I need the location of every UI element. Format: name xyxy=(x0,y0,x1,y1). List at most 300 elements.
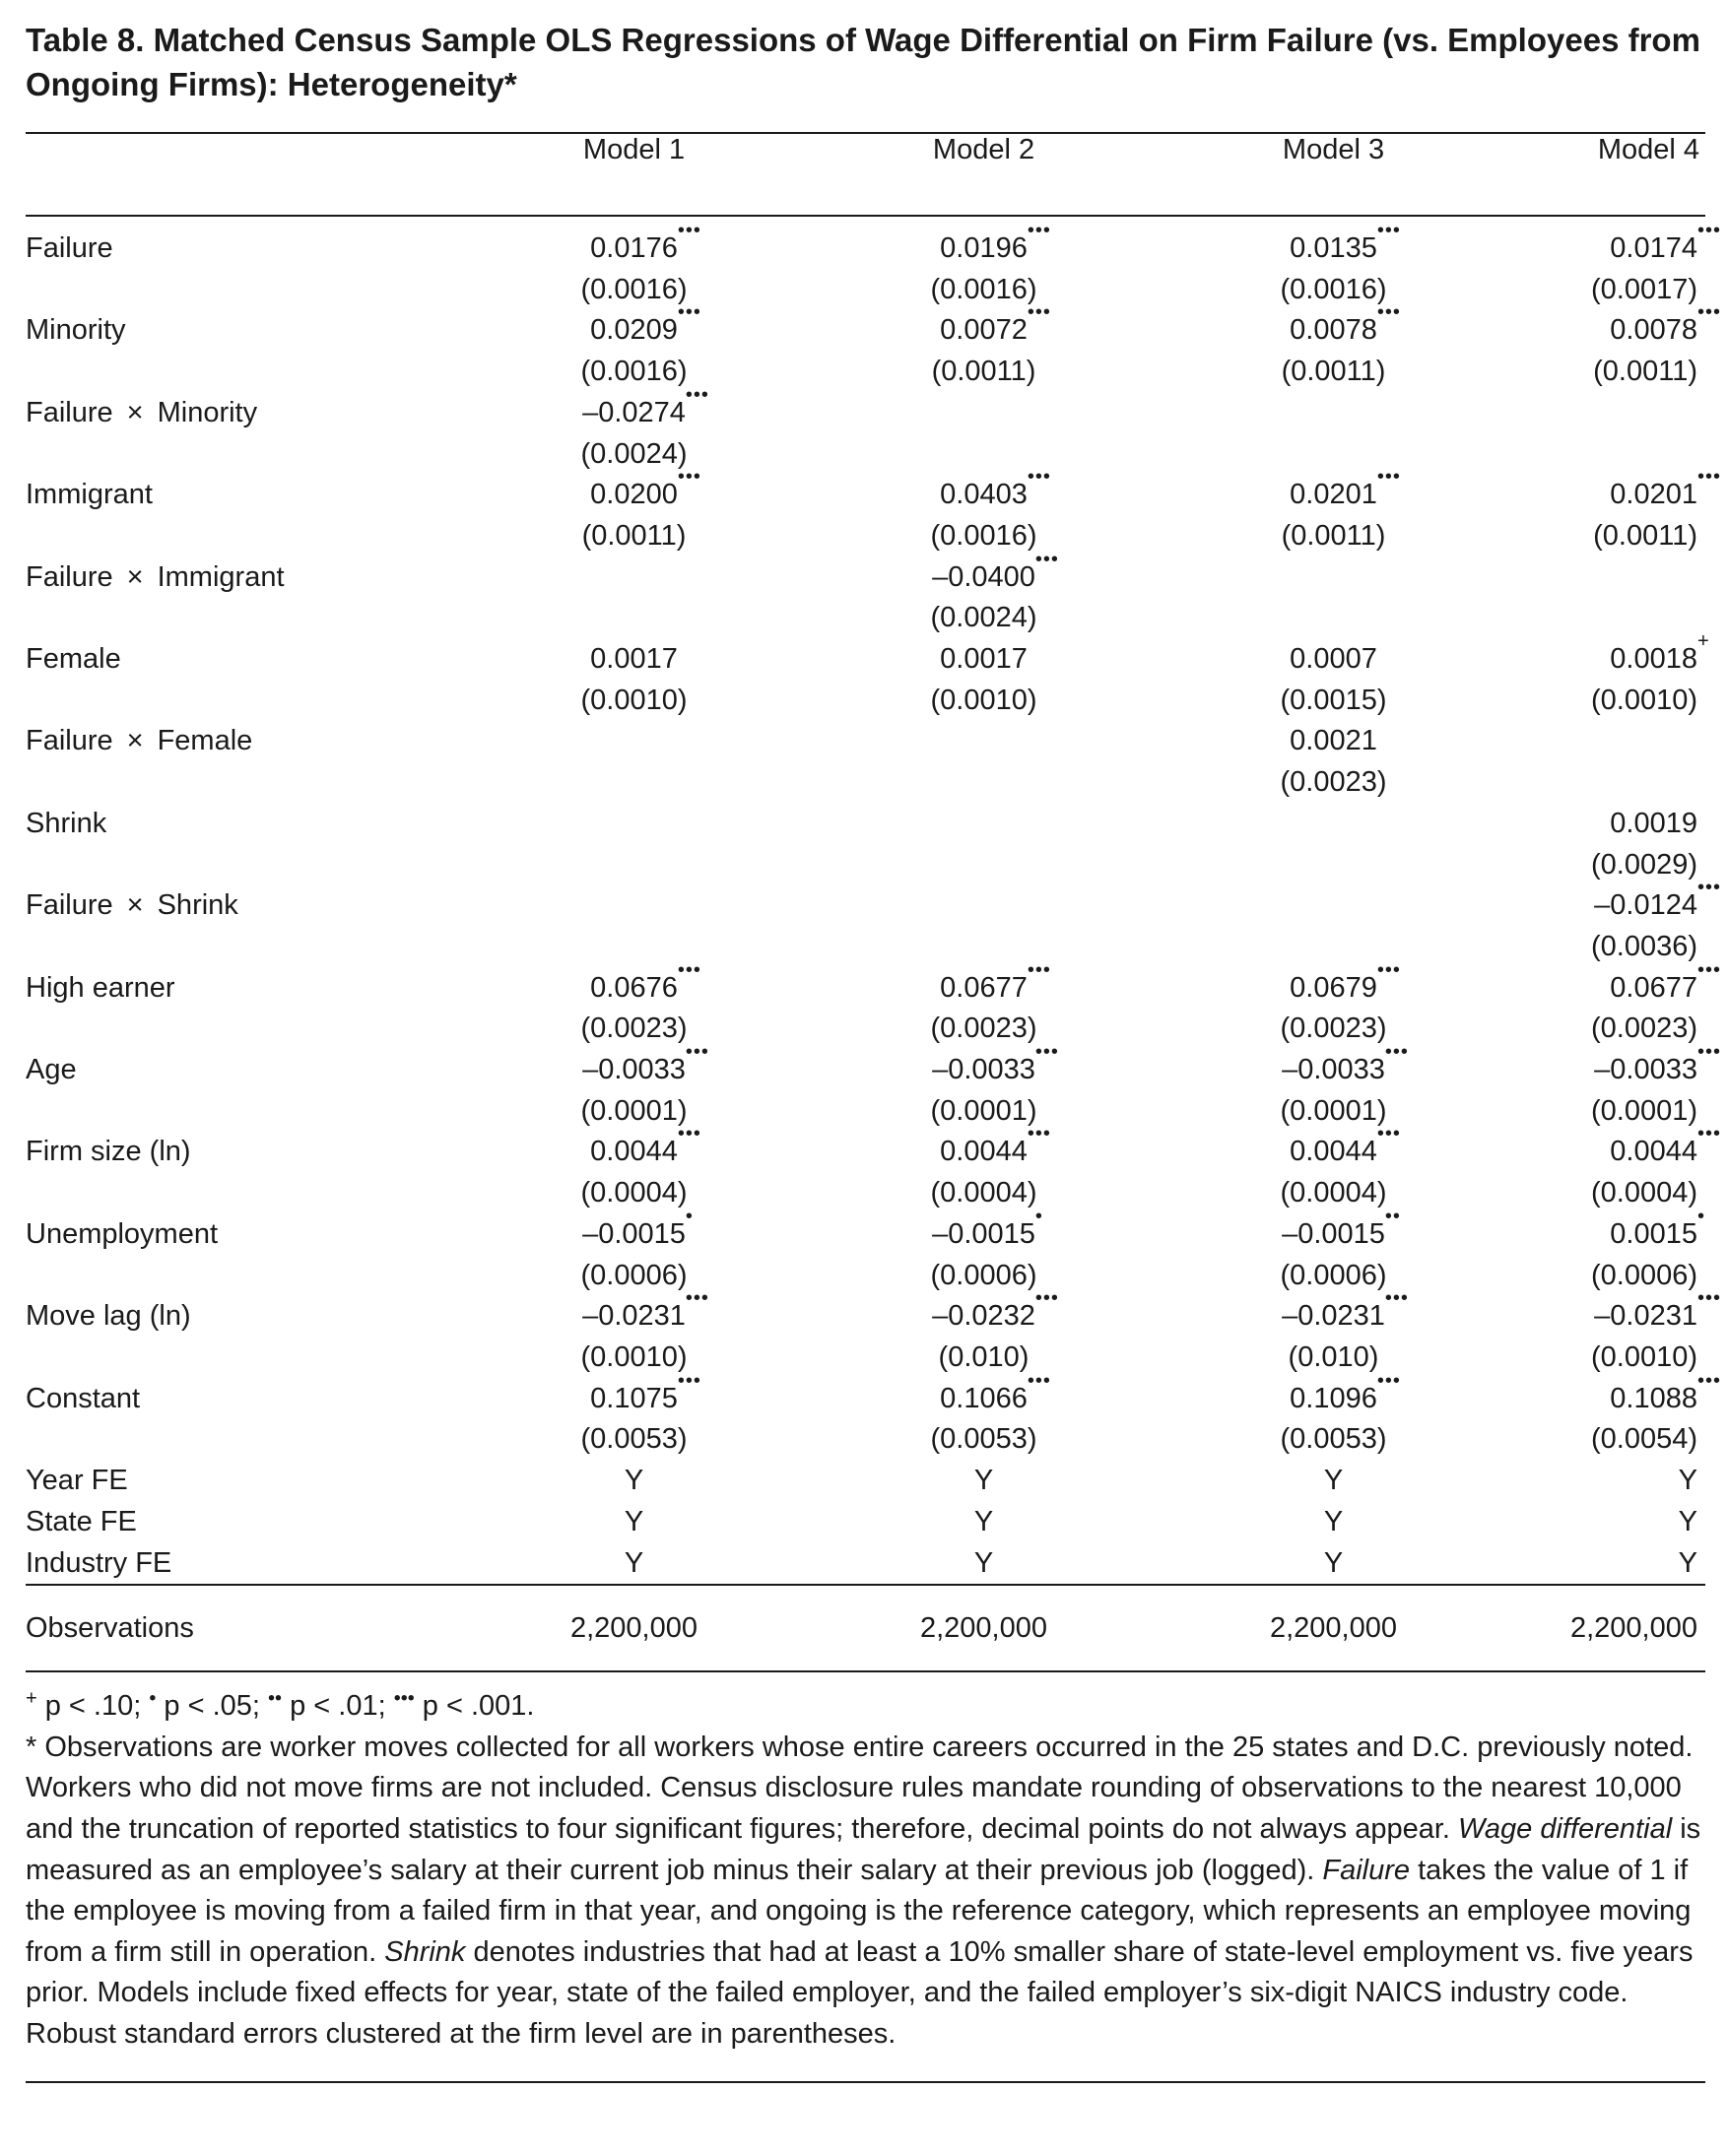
coefficient-cell xyxy=(459,1287,809,1338)
observations-row xyxy=(26,1585,1705,1671)
coefficient-number: 0.0018 xyxy=(1610,643,1697,676)
coefficient-cell xyxy=(809,1369,1159,1420)
interaction-term: Shrink xyxy=(157,889,238,922)
coefficient-value xyxy=(1282,1287,1409,1338)
std-error-cell: (0.0001) xyxy=(930,1094,1037,1127)
std-error-row xyxy=(26,270,1705,311)
variable-label xyxy=(26,721,459,762)
interaction-term: Immigrant xyxy=(157,560,285,593)
coefficient-value xyxy=(1610,1369,1722,1420)
std-error-label-blank xyxy=(26,1091,459,1133)
std-error-cell: (0.0024) xyxy=(580,437,688,470)
std-error-cell xyxy=(1508,598,1705,639)
footnote-variable: Wage differential xyxy=(1458,1812,1673,1845)
coefficient-row xyxy=(26,1050,1705,1091)
interaction-term: Failure xyxy=(26,560,113,593)
std-error-cell: (0.0053) xyxy=(1280,1423,1387,1456)
std-error-cell: (0.0053) xyxy=(580,1423,688,1456)
coefficient-cell xyxy=(459,885,809,927)
regression-table xyxy=(26,134,1722,1672)
coefficient-cell xyxy=(1159,1287,1508,1338)
coefficient-number: 0.1075 xyxy=(590,1382,678,1414)
coefficient-value xyxy=(940,1123,1051,1173)
std-error-cell: (0.0004) xyxy=(1590,1177,1697,1209)
std-error-label-blank xyxy=(26,681,459,722)
fixed-effect-value: Y xyxy=(1323,1505,1344,1537)
coefficient-row xyxy=(26,1296,1705,1338)
significance-marker: ••• xyxy=(1376,301,1401,324)
coefficient-number: –0.0033 xyxy=(1594,1054,1697,1086)
std-error-row xyxy=(26,762,1705,804)
fixed-effect-row xyxy=(26,1502,1705,1543)
observations-value: 2,200,000 xyxy=(1508,1585,1705,1671)
significance-marker: ••• xyxy=(1376,220,1401,241)
coefficient-number: –0.0033 xyxy=(932,1054,1035,1086)
fixed-effect-value: Y xyxy=(624,1546,644,1579)
std-error-cell: (0.0001) xyxy=(1590,1094,1697,1127)
coefficient-number: 0.0676 xyxy=(590,971,678,1004)
std-error-label-blank xyxy=(26,352,459,393)
coefficient-cell xyxy=(1159,1205,1508,1256)
coefficient-number: 0.0135 xyxy=(1290,232,1377,264)
significance-marker: ••• xyxy=(677,1369,701,1392)
std-error-cell xyxy=(1159,927,1508,968)
coefficient-number: 0.0078 xyxy=(1290,314,1377,347)
coefficient-value xyxy=(582,1041,709,1091)
times-symbol: × xyxy=(126,396,144,428)
header-blank xyxy=(26,134,459,216)
coefficient-cell xyxy=(459,557,809,599)
fixed-effect-value: Y xyxy=(624,1465,644,1497)
coefficient-cell xyxy=(459,1041,809,1091)
coefficient-value xyxy=(590,466,701,516)
significance-marker: ••• xyxy=(1027,301,1051,324)
significance-text: p < .10; xyxy=(36,1690,150,1723)
coefficient-number: –0.0033 xyxy=(582,1054,686,1086)
coefficient-cell xyxy=(459,639,809,681)
fixed-effect-value: Y xyxy=(1678,1465,1697,1497)
footnote-text: denotes industries that had at least a 10% smaller share of state-level employment vs. five years prior. Models include fixed effects for year, state of the failed employer, and the failed employer’s six-digit NAICS industry code. Robust standard errors clustered at the firm level are in parentheses. xyxy=(26,1935,1694,2050)
coefficient-cell xyxy=(1159,557,1508,599)
coefficient-value xyxy=(1610,301,1722,352)
std-error-row xyxy=(26,352,1705,393)
coefficient-cell xyxy=(1508,721,1705,762)
variable-label: Immigrant xyxy=(26,479,153,511)
coefficient-value xyxy=(1290,1369,1401,1420)
significance-marker: ••• xyxy=(677,958,701,981)
variable-label: Female xyxy=(26,643,121,676)
interaction-term: Failure xyxy=(26,725,113,757)
times-symbol: × xyxy=(126,889,144,922)
significance-marker: • xyxy=(1697,1205,1706,1227)
coefficient-cell xyxy=(809,958,1159,1010)
std-error-row xyxy=(26,845,1705,886)
fixed-effect-row xyxy=(26,1543,1705,1586)
significance-marker: ••• xyxy=(1384,1287,1409,1310)
coefficient-number: 0.1096 xyxy=(1290,1382,1377,1414)
std-error-cell: (0.0029) xyxy=(1590,848,1697,881)
table-notes xyxy=(26,1686,1705,2055)
coefficient-value xyxy=(1610,804,1697,845)
coefficient-cell xyxy=(809,885,1159,927)
std-error-cell: (0.010) xyxy=(1288,1340,1379,1373)
coefficient-number: 0.0007 xyxy=(1290,643,1377,676)
coefficient-number: 0.0200 xyxy=(590,479,678,511)
interaction-term: Minority xyxy=(157,396,258,428)
variable-label: Constant xyxy=(26,1382,141,1414)
significance-marker: ••• xyxy=(1034,1287,1059,1310)
std-error-cell: (0.0036) xyxy=(1590,930,1697,962)
bottom-rule xyxy=(26,2081,1705,2083)
coefficient-number: –0.0015 xyxy=(1282,1217,1385,1250)
coefficient-cell xyxy=(809,393,1159,434)
coefficient-number: 0.0679 xyxy=(1290,971,1377,1004)
std-error-cell: (0.0016) xyxy=(1280,273,1387,305)
significance-marker: ••• xyxy=(1697,1287,1722,1310)
coefficient-cell xyxy=(1159,216,1508,270)
coefficient-number: 0.0019 xyxy=(1610,807,1697,839)
std-error-cell: (0.0011) xyxy=(1593,356,1697,388)
observations-value: 2,200,000 xyxy=(809,1585,1159,1671)
significance-marker: ••• xyxy=(1027,466,1051,489)
coefficient-value xyxy=(1594,1287,1722,1338)
fixed-effect-label: Year FE xyxy=(26,1465,128,1497)
significance-symbol: ••• xyxy=(393,1687,415,1710)
significance-marker: ••• xyxy=(1027,1123,1051,1145)
coefficient-cell xyxy=(809,1123,1159,1173)
std-error-cell: (0.0004) xyxy=(930,1177,1037,1209)
std-error-row xyxy=(26,1173,1705,1214)
coefficient-value xyxy=(1290,958,1401,1010)
coefficient-number: 0.0044 xyxy=(1290,1136,1377,1168)
std-error-cell: (0.0023) xyxy=(1280,1013,1387,1045)
coefficient-number: 0.0209 xyxy=(590,314,678,347)
coefficient-cell xyxy=(809,1287,1159,1338)
coefficient-value xyxy=(940,220,1051,270)
significance-marker: ••• xyxy=(1697,958,1722,981)
coefficient-row xyxy=(26,1214,1705,1256)
significance-marker: ••• xyxy=(1027,958,1051,981)
std-error-label-blank xyxy=(26,516,459,557)
std-error-cell xyxy=(1508,434,1705,476)
coefficient-row xyxy=(26,804,1705,845)
coefficient-value xyxy=(940,466,1051,516)
significance-marker: ••• xyxy=(677,301,701,324)
coefficient-number: –0.0232 xyxy=(932,1300,1035,1333)
std-error-cell: (0.0011) xyxy=(1593,519,1697,552)
significance-text: p < .001. xyxy=(414,1690,535,1723)
coefficient-value xyxy=(1290,1123,1401,1173)
significance-symbol: •• xyxy=(268,1687,283,1710)
std-error-label-blank xyxy=(26,1173,459,1214)
coefficient-row xyxy=(26,475,1705,516)
coefficient-cell xyxy=(1508,804,1705,845)
variable-label: Move lag (ln) xyxy=(26,1300,191,1333)
significance-marker: + xyxy=(1697,630,1710,653)
coefficient-cell xyxy=(1159,1369,1508,1420)
table-page xyxy=(26,18,1722,2083)
std-error-cell: (0.0011) xyxy=(1281,519,1386,552)
std-error-cell: (0.0004) xyxy=(1280,1177,1387,1209)
coefficient-value xyxy=(1610,220,1722,270)
significance-marker: ••• xyxy=(1027,1369,1051,1392)
std-error-cell: (0.0006) xyxy=(1280,1259,1387,1291)
std-error-cell xyxy=(809,762,1159,804)
coefficient-cell xyxy=(1508,557,1705,599)
std-error-cell: (0.0010) xyxy=(930,684,1037,716)
coefficient-cell xyxy=(809,548,1159,599)
std-error-cell: (0.010) xyxy=(938,1340,1030,1373)
significance-note xyxy=(26,1686,1705,1728)
coefficient-number: –0.0231 xyxy=(582,1300,686,1333)
std-error-cell: (0.0023) xyxy=(580,1013,688,1045)
coefficient-value xyxy=(582,1205,694,1256)
coefficient-number: 0.0176 xyxy=(590,232,678,264)
coefficient-cell xyxy=(1508,877,1722,927)
std-error-cell: (0.0010) xyxy=(1590,1340,1697,1373)
std-error-cell xyxy=(809,434,1159,476)
times-symbol: × xyxy=(126,560,144,593)
significance-text: p < .05; xyxy=(156,1690,269,1723)
coefficient-number: –0.0231 xyxy=(1282,1300,1385,1333)
coefficient-cell xyxy=(1159,639,1508,681)
table-title: Table 8. Matched Census Sample OLS Regressions of Wage Differential on Firm Failure (vs. Employees from Ongoing Firms): Heterogeneity* xyxy=(26,22,1700,102)
coefficient-row xyxy=(26,216,1705,270)
coefficient-number: –0.0124 xyxy=(1594,889,1697,922)
std-error-label-blank xyxy=(26,845,459,886)
variable-label: Unemployment xyxy=(26,1217,219,1250)
coefficient-value xyxy=(932,1205,1043,1256)
coefficient-cell xyxy=(1159,804,1508,845)
significance-marker: ••• xyxy=(1697,1123,1722,1145)
coefficient-cell xyxy=(1508,1287,1722,1338)
coefficient-cell xyxy=(809,1205,1159,1256)
coefficient-cell xyxy=(1159,1041,1508,1091)
interaction-term: Failure xyxy=(26,396,113,428)
std-error-label-blank xyxy=(26,927,459,968)
coefficient-cell xyxy=(1508,1123,1722,1173)
std-error-cell xyxy=(459,762,809,804)
footnote-variable: Shrink xyxy=(384,1935,466,1968)
coefficient-value xyxy=(582,1287,709,1338)
coefficient-cell xyxy=(459,1123,809,1173)
fixed-effect-value: Y xyxy=(973,1546,994,1579)
coefficient-cell xyxy=(459,216,809,270)
coefficient-number: –0.0274 xyxy=(582,396,686,428)
coefficient-value xyxy=(590,1369,701,1420)
coefficient-value xyxy=(590,639,678,681)
footnote-text: is measured as an employee’s salary at their current job minus their salary at their previous job (logged). xyxy=(26,1812,1701,1886)
significance-marker: • xyxy=(1034,1205,1043,1227)
coefficient-value xyxy=(590,958,701,1010)
coefficient-value xyxy=(940,301,1051,352)
std-error-cell: (0.0011) xyxy=(581,519,687,552)
coefficient-value xyxy=(1610,958,1722,1010)
header-row xyxy=(26,134,1705,216)
coefficient-number: –0.0015 xyxy=(582,1217,686,1250)
fixed-effect-value: Y xyxy=(1678,1505,1697,1537)
coefficient-number: 0.0015 xyxy=(1610,1217,1697,1250)
significance-marker: ••• xyxy=(1027,220,1051,241)
std-error-cell xyxy=(809,927,1159,968)
variable-label: High earner xyxy=(26,971,175,1004)
std-error-cell xyxy=(1159,845,1508,886)
coefficient-cell xyxy=(1508,630,1710,681)
significance-marker: ••• xyxy=(1034,548,1059,570)
std-error-cell: (0.0001) xyxy=(580,1094,688,1127)
coefficient-cell xyxy=(809,721,1159,762)
significance-symbol: + xyxy=(26,1687,37,1710)
coefficient-cell xyxy=(1159,721,1508,762)
coefficient-value xyxy=(590,220,701,270)
std-error-label-blank xyxy=(26,434,459,476)
std-error-cell: (0.0023) xyxy=(930,1013,1037,1045)
variable-label xyxy=(26,885,459,927)
std-error-cell: (0.0011) xyxy=(1281,356,1386,388)
significance-symbol: • xyxy=(149,1687,157,1710)
std-error-cell: (0.0010) xyxy=(580,684,688,716)
fixed-effect-value: Y xyxy=(1323,1465,1344,1497)
coefficient-number: –0.0231 xyxy=(1594,1300,1697,1333)
coefficient-cell xyxy=(809,804,1159,845)
std-error-cell: (0.0017) xyxy=(1590,273,1697,305)
std-error-row xyxy=(26,1338,1705,1379)
coefficient-number: 0.0078 xyxy=(1610,314,1697,347)
coefficient-cell xyxy=(459,958,809,1010)
coefficient-row xyxy=(26,639,1705,681)
variable-label: Shrink xyxy=(26,807,107,839)
significance-marker: ••• xyxy=(685,383,709,406)
std-error-cell xyxy=(459,845,809,886)
coefficient-row xyxy=(26,721,1705,762)
fixed-effect-value: Y xyxy=(973,1505,994,1537)
std-error-cell xyxy=(809,845,1159,886)
std-error-label-blank xyxy=(26,1256,459,1297)
coefficient-cell xyxy=(1508,1369,1722,1420)
column-header: Model 2 xyxy=(809,134,1159,216)
coefficient-value xyxy=(1610,1123,1722,1173)
coefficient-row xyxy=(26,393,1705,434)
fixed-effect-label: State FE xyxy=(26,1505,137,1537)
coefficient-cell xyxy=(1159,958,1508,1010)
variable-label xyxy=(26,557,459,599)
significance-marker: ••• xyxy=(685,1287,709,1310)
std-error-cell xyxy=(1159,434,1508,476)
coefficient-number: 0.0072 xyxy=(940,314,1028,347)
significance-marker: ••• xyxy=(1697,466,1722,489)
coefficient-value xyxy=(1290,721,1377,762)
std-error-cell: (0.0001) xyxy=(1280,1094,1387,1127)
coefficient-number: 0.0403 xyxy=(940,479,1028,511)
std-error-cell: (0.0006) xyxy=(930,1259,1037,1291)
std-error-cell: (0.0006) xyxy=(580,1259,688,1291)
significance-marker: ••• xyxy=(1376,466,1401,489)
coefficient-cell xyxy=(1159,393,1508,434)
coefficient-number: 0.1088 xyxy=(1610,1382,1697,1414)
fixed-effect-label: Industry FE xyxy=(26,1546,172,1579)
fixed-effect-value: Y xyxy=(1323,1546,1344,1579)
std-error-cell: (0.0010) xyxy=(1590,684,1697,716)
footnote-text: * Observations are worker moves collected for all workers whose entire careers occurred in the 25 states and D.C. previously noted. Workers who did not move firms are not included. Census disclosure rules mandate rounding of observations to the nearest 10,000 and the truncation of reported statistics to four significant figures; therefore, decimal points do not always appear. xyxy=(26,1731,1694,1845)
std-error-row xyxy=(26,681,1705,722)
significance-marker: ••• xyxy=(1034,1041,1059,1064)
std-error-cell: (0.0024) xyxy=(930,602,1037,634)
coefficient-number: 0.0201 xyxy=(1610,479,1697,511)
std-error-row xyxy=(26,434,1705,476)
coefficient-cell xyxy=(1159,466,1508,516)
coefficient-cell xyxy=(809,301,1159,352)
std-error-row xyxy=(26,1419,1705,1461)
std-error-cell xyxy=(459,927,809,968)
coefficient-row xyxy=(26,310,1705,352)
footnote xyxy=(26,1728,1705,2056)
std-error-cell: (0.0004) xyxy=(580,1177,688,1209)
coefficient-cell xyxy=(459,804,809,845)
coefficient-value xyxy=(1290,466,1401,516)
coefficient-cell xyxy=(1508,216,1722,270)
std-error-cell: (0.0023) xyxy=(1280,766,1387,799)
coefficient-number: 0.0201 xyxy=(1290,479,1377,511)
std-error-row xyxy=(26,927,1705,968)
coefficient-number: 0.0677 xyxy=(1610,971,1697,1004)
coefficient-number: 0.0017 xyxy=(590,643,678,676)
std-error-label-blank xyxy=(26,1009,459,1050)
footnote-text: takes the value of 1 if the employee is moving from a failed firm in that year, and ongoing is the reference category, which represents an employee moving from a firm still in operation. xyxy=(26,1854,1692,1968)
std-error-cell: (0.0015) xyxy=(1280,684,1387,716)
std-error-cell: (0.0016) xyxy=(930,519,1037,552)
significance-marker: ••• xyxy=(677,466,701,489)
coefficient-cell xyxy=(459,466,809,516)
coefficient-value xyxy=(1282,1041,1409,1091)
significance-marker: ••• xyxy=(1376,958,1401,981)
std-error-label-blank xyxy=(26,1419,459,1461)
coefficient-cell xyxy=(809,216,1159,270)
coefficient-cell xyxy=(1159,301,1508,352)
coefficient-row xyxy=(26,1132,1705,1173)
coefficient-cell xyxy=(1508,466,1722,516)
significance-marker: ••• xyxy=(1697,1369,1722,1392)
coefficient-number: 0.0021 xyxy=(1290,725,1377,757)
coefficient-value xyxy=(1290,301,1401,352)
coefficient-row xyxy=(26,968,1705,1010)
std-error-cell xyxy=(459,598,809,639)
column-header: Model 1 xyxy=(459,134,809,216)
std-error-cell: (0.0023) xyxy=(1590,1013,1697,1045)
coefficient-value xyxy=(940,1369,1051,1420)
coefficient-number: –0.0015 xyxy=(932,1217,1035,1250)
fixed-effect-value: Y xyxy=(973,1465,994,1497)
std-error-label-blank xyxy=(26,762,459,804)
significance-text: p < .01; xyxy=(282,1690,394,1723)
coefficient-value xyxy=(1610,466,1722,516)
coefficient-rows xyxy=(26,216,1722,1585)
std-error-cell: (0.0010) xyxy=(580,1340,688,1373)
interaction-term: Female xyxy=(157,725,253,757)
coefficient-number: 0.0174 xyxy=(1610,232,1697,264)
coefficient-cell xyxy=(1508,1041,1722,1091)
coefficient-value xyxy=(1594,1041,1722,1091)
coefficient-value xyxy=(932,1287,1059,1338)
significance-marker: ••• xyxy=(1376,1369,1401,1392)
std-error-cell: (0.0016) xyxy=(580,273,688,305)
std-error-cell: (0.0006) xyxy=(1590,1259,1697,1291)
significance-marker: ••• xyxy=(685,1041,709,1064)
coefficient-cell xyxy=(459,1369,809,1420)
coefficient-number: 0.0017 xyxy=(940,643,1028,676)
coefficient-value xyxy=(590,1123,701,1173)
significance-marker: ••• xyxy=(1697,1041,1722,1064)
std-error-row xyxy=(26,598,1705,639)
